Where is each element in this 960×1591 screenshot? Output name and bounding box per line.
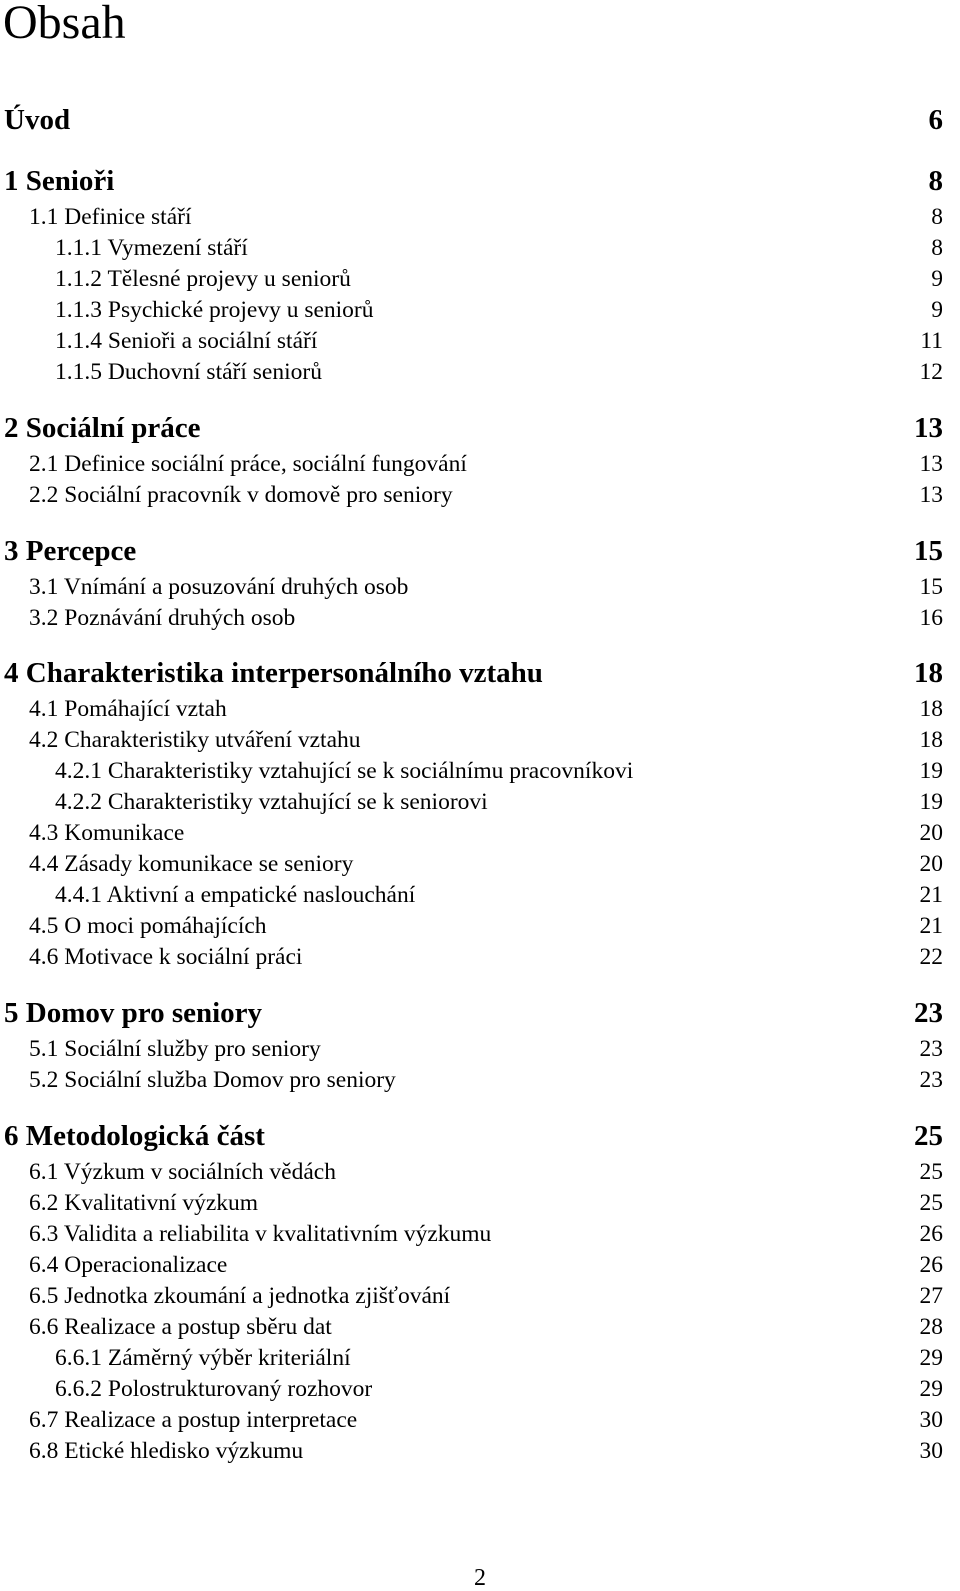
toc-entry-label: 3.2 Poznávání druhých osob <box>29 604 296 631</box>
toc-chapter[interactable] <box>0 997 960 1033</box>
toc-entry-page: 8 <box>928 165 943 197</box>
toc-subsection[interactable] <box>0 327 960 358</box>
toc-section[interactable] <box>0 1437 960 1468</box>
toc-entry-label: 6.4 Operacionalizace <box>29 1251 228 1278</box>
toc-entry-page: 21 <box>919 881 943 908</box>
toc-entry-label: 1.1.5 Duchovní stáří seniorů <box>55 358 322 385</box>
toc-entry-label: 5.2 Sociální služba Domov pro seniory <box>29 1066 396 1093</box>
toc-entry-label: 4 Charakteristika interpersonálního vztahu <box>4 657 543 689</box>
toc-entry-page: 15 <box>919 573 943 600</box>
toc-entry-label: 6.6.1 Záměrný výběr kriteriální <box>55 1344 351 1371</box>
toc-entry-page: 23 <box>919 1066 943 1093</box>
toc-subsection[interactable] <box>0 296 960 327</box>
toc-entry-label: 4.2.1 Charakteristiky vztahující se k sociálnímu pracovníkovi <box>55 757 634 784</box>
toc-section[interactable] <box>0 726 960 757</box>
toc-entry-page: 20 <box>919 850 943 877</box>
toc-entry-label: 2 Sociální práce <box>4 412 201 444</box>
toc-entry-label: 1 Senioři <box>4 165 115 197</box>
toc-subsection[interactable] <box>0 234 960 265</box>
toc-entry-page: 12 <box>919 358 943 385</box>
toc-entry-label: 2.1 Definice sociální práce, sociální fungování <box>29 450 467 477</box>
toc-entry-page: 26 <box>919 1220 943 1247</box>
toc-chapter[interactable] <box>0 165 960 201</box>
toc-entry-page: 19 <box>919 757 943 784</box>
toc-section[interactable] <box>0 1220 960 1251</box>
toc-entry-page: 8 <box>931 234 943 261</box>
toc-section[interactable] <box>0 850 960 881</box>
toc-section[interactable] <box>0 203 960 234</box>
toc-entry-label: 1.1.4 Senioři a sociální stáří <box>55 327 318 354</box>
toc-entry-label: 4.2.2 Charakteristiky vztahující se k seniorovi <box>55 788 488 815</box>
toc-entry-page: 26 <box>919 1251 943 1278</box>
toc-section[interactable] <box>0 1251 960 1282</box>
toc-subsection[interactable] <box>0 881 960 912</box>
toc-section[interactable] <box>0 1066 960 1097</box>
toc-section[interactable] <box>0 1035 960 1066</box>
toc-section[interactable] <box>0 819 960 850</box>
toc-entry-label: 6.1 Výzkum v sociálních vědách <box>29 1158 336 1185</box>
toc-entry-page: 22 <box>919 943 943 970</box>
toc-subsection[interactable] <box>0 265 960 296</box>
toc-entry-page: 19 <box>919 788 943 815</box>
toc-entry-page: 13 <box>914 412 943 444</box>
toc-entry-page: 8 <box>931 203 943 230</box>
toc-chapter[interactable] <box>0 1120 960 1156</box>
toc-chapter[interactable] <box>0 657 960 693</box>
toc-subsection[interactable] <box>0 1375 960 1406</box>
toc-entry-page: 29 <box>919 1344 943 1371</box>
toc-entry-page: 25 <box>914 1120 943 1152</box>
toc-entry-page: 28 <box>919 1313 943 1340</box>
toc-entry-page: 15 <box>914 535 943 567</box>
toc-entry-label: 3 Percepce <box>4 535 137 567</box>
toc-entry-page: 9 <box>931 265 943 292</box>
toc-entry-page: 29 <box>919 1375 943 1402</box>
toc-entry-label: 1.1.2 Tělesné projevy u seniorů <box>55 265 351 292</box>
toc-entry-page: 21 <box>919 912 943 939</box>
toc-entry-label: 1.1.1 Vymezení stáří <box>55 234 248 261</box>
toc-subsection[interactable] <box>0 788 960 819</box>
toc-section[interactable] <box>0 695 960 726</box>
toc-entry-label: 4.4.1 Aktivní a empatické naslouchání <box>55 881 416 908</box>
toc-entry-label: 6.2 Kvalitativní výzkum <box>29 1189 259 1216</box>
toc-entry-page: 23 <box>919 1035 943 1062</box>
toc-entry-label: 6.7 Realizace a postup interpretace <box>29 1406 358 1433</box>
toc-entry-page: 30 <box>919 1437 943 1464</box>
toc-entry-page: 18 <box>914 657 943 689</box>
toc-entry-page: 11 <box>920 327 943 354</box>
toc-entry-label: 4.3 Komunikace <box>29 819 185 846</box>
toc-section[interactable] <box>0 1158 960 1189</box>
page-number: 2 <box>474 1565 486 1591</box>
toc-entry-page: 25 <box>919 1158 943 1185</box>
toc-section[interactable] <box>0 450 960 481</box>
toc-entry-label: 4.6 Motivace k sociální práci <box>29 943 303 970</box>
toc-entry-label: 6.3 Validita a reliabilita v kvalitativním výzkumu <box>29 1220 492 1247</box>
toc-entry-label: 3.1 Vnímání a posuzování druhých osob <box>29 573 409 600</box>
toc-section[interactable] <box>0 1189 960 1220</box>
toc-entry-label: 2.2 Sociální pracovník v domově pro seniory <box>29 481 453 508</box>
toc-entry-label: 6.6 Realizace a postup sběru dat <box>29 1313 332 1340</box>
page-title: Obsah <box>3 0 126 49</box>
toc-entry-page: 20 <box>919 819 943 846</box>
toc-entry-label: 4.4 Zásady komunikace se seniory <box>29 850 354 877</box>
toc-entry-page: 18 <box>919 695 943 722</box>
toc-entry-label: 6.6.2 Polostrukturovaný rozhovor <box>55 1375 373 1402</box>
toc-entry-label: 6.8 Etické hledisko výzkumu <box>29 1437 304 1464</box>
toc-section[interactable] <box>0 912 960 943</box>
toc-subsection[interactable] <box>0 1344 960 1375</box>
toc-subsection[interactable] <box>0 358 960 389</box>
toc-entry-page: 9 <box>931 296 943 323</box>
toc-entry-page: 25 <box>919 1189 943 1216</box>
toc-entry-label: Úvod <box>4 104 71 136</box>
toc-entry-label: 1.1.3 Psychické projevy u seniorů <box>55 296 374 323</box>
toc-section[interactable] <box>0 1406 960 1437</box>
toc-entry-page: 13 <box>919 450 943 477</box>
toc-subsection[interactable] <box>0 757 960 788</box>
toc-entry-page: 30 <box>919 1406 943 1433</box>
toc-entry-label: 5.1 Sociální služby pro seniory <box>29 1035 321 1062</box>
toc-entry-label: 4.1 Pomáhající vztah <box>29 695 227 722</box>
toc-section[interactable] <box>0 481 960 512</box>
toc-entry-label: 6.5 Jednotka zkoumání a jednotka zjišťování <box>29 1282 451 1309</box>
toc-entry-page: 18 <box>919 726 943 753</box>
toc-entry-label: 1.1 Definice stáří <box>29 203 192 230</box>
toc-entry-page: 16 <box>919 604 943 631</box>
toc-entry-label: 6 Metodologická část <box>4 1120 265 1152</box>
toc-entry-label: 4.5 O moci pomáhajících <box>29 912 267 939</box>
toc-section[interactable] <box>0 604 960 635</box>
toc-entry-label: 5 Domov pro seniory <box>4 997 263 1029</box>
toc-entry-page: 23 <box>914 997 943 1029</box>
toc-entry-label: 4.2 Charakteristiky utváření vztahu <box>29 726 361 753</box>
toc-section[interactable] <box>0 1313 960 1344</box>
toc-chapter[interactable] <box>0 412 960 448</box>
toc-entry-page: 27 <box>919 1282 943 1309</box>
toc-chapter[interactable] <box>0 535 960 571</box>
toc-entry-page: 13 <box>919 481 943 508</box>
toc-entry-page: 6 <box>928 104 943 136</box>
toc-chapter[interactable] <box>0 104 960 140</box>
toc-section[interactable] <box>0 943 960 974</box>
toc-section[interactable] <box>0 573 960 604</box>
toc-section[interactable] <box>0 1282 960 1313</box>
